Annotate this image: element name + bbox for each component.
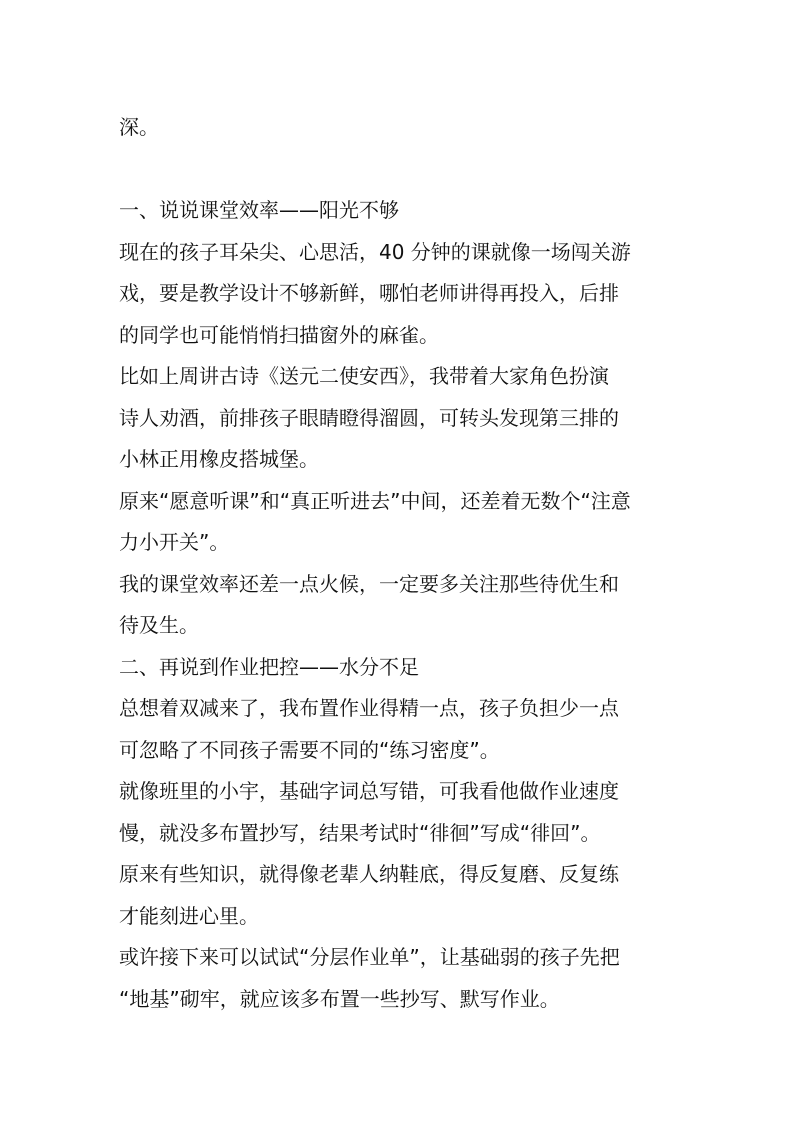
text-line: 待及生。 bbox=[119, 613, 199, 637]
text-line: 比如上周讲古诗《送元二使安西》，我带着大家角色扮演 bbox=[119, 364, 609, 388]
section-heading: 一、说说课堂效率——阳光不够 bbox=[119, 198, 399, 222]
text-line: 深。 bbox=[119, 115, 159, 139]
text-line: 戏，要是教学设计不够新鲜，哪怕老师讲得再投入，后排 bbox=[119, 281, 619, 305]
text-line: 我的课堂效率还差一点火候，一定要多关注那些待优生和 bbox=[119, 571, 619, 596]
text-line: 的同学也可能悄悄扫描窗外的麻雀。 bbox=[119, 322, 439, 347]
section-heading: 二、再说到作业把控——水分不足 bbox=[119, 654, 419, 679]
text-line: 或许接下来可以试试“分层作业单”，让基础弱的孩子先把 bbox=[119, 945, 620, 969]
text-line: 就像班里的小宇，基础字词总写错，可我看他做作业速度 bbox=[119, 779, 619, 803]
text-line: 可忽略了不同孩子需要不同的“练习密度”。 bbox=[119, 737, 500, 762]
body-text bbox=[119, 107, 679, 1020]
text-line: 小林正用橡皮搭城堡。 bbox=[119, 447, 319, 471]
text-line: 原来有些知识，就得像老辈人纳鞋底，得反复磨、反复练 bbox=[119, 862, 619, 886]
text-line: 原来“愿意听课”和“真正听进去”中间，还差着无数个“注意 bbox=[119, 488, 631, 513]
text-line: 总想着双减来了，我布置作业得精一点，孩子负担少一点 bbox=[119, 696, 619, 720]
text-line: “地基”砌牢，就应该多布置一些抄写、默写作业。 bbox=[119, 986, 560, 1011]
text-line: 才能刻进心里。 bbox=[119, 903, 259, 928]
text-line: 慢，就没多布置抄写，结果考试时“徘徊”写成“徘回”。 bbox=[119, 820, 601, 845]
blank-line bbox=[119, 149, 679, 191]
text-line: 力小开关”。 bbox=[119, 530, 230, 554]
text-line: 诗人劝酒，前排孩子眼睛瞪得溜圆，可转头发现第三排的 bbox=[119, 405, 619, 430]
text-line: 现在的孩子耳朵尖、心思活，40 分钟的课就像一场闯关游 bbox=[119, 239, 631, 264]
